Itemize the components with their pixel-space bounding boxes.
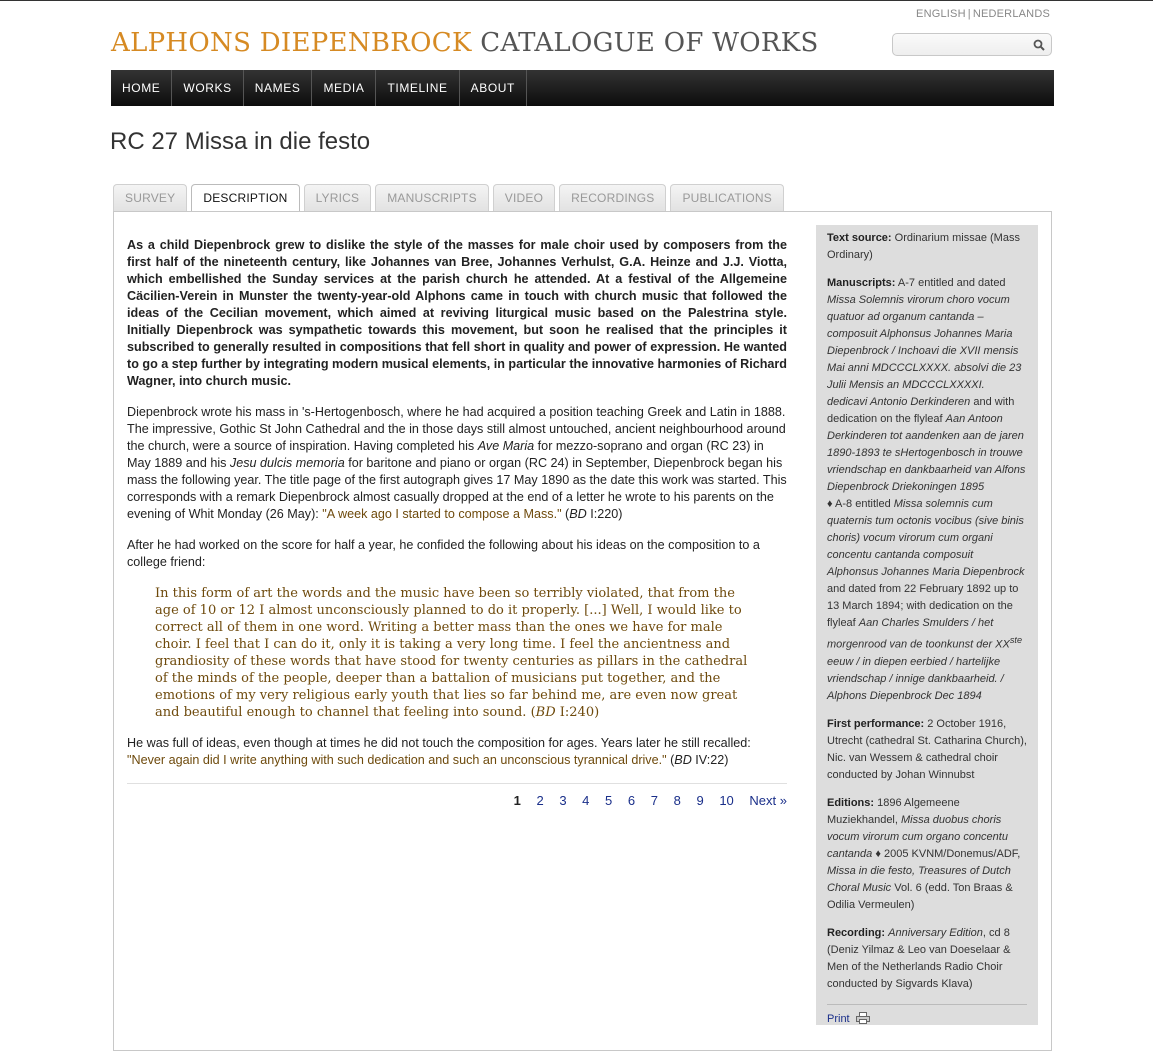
sidebar-divider	[827, 1004, 1027, 1005]
tab-survey[interactable]: SURVEY	[113, 184, 187, 211]
paragraph-2: Diepenbrock wrote his mass in 's-Hertogenbosch, where he had acquired a position teaching Greek and Latin in 1888. The impressive, Gothic St John Cathedral and the in those days still almost untouched, ancient neighbourhood around the church, were a source of inspiration. Having completed his Ave Maria for mezzo-soprano and organ (RC 23) in May 1889 and his Jesu dulcis memoria for baritone and piano or organ (RC 24) in September, Diepenbrock began his mass the following year. The title page of the first autograph gives 17 May 1890 as the date this work was started. This corresponds with a remark Diepenbrock almost casually dropped at the end of a letter he wrote to his parents on the evening of Whit Monday (26 May): "A week ago I started to compose a Mass." (BD I:220)	[127, 405, 787, 521]
language-switcher: ENGLISH | NEDERLANDS	[916, 8, 1050, 20]
search-icon[interactable]	[1033, 39, 1045, 51]
text-source: Text source: Ordinarium missae (Mass Ordinary)	[827, 232, 1020, 261]
logo-catalogue: CATALOGUE OF WORKS	[480, 28, 819, 58]
letter-quote: In this form of art the words and the music have been so terribly violated, that from the age of 10 or 12 I almost unconsciously planned to do it properly. [...] Well, I would like to correct all of them in one word. Writing a better mass than the ones we have for male choir. I feel that I can do it, only it is taking a very long time. I feel the ancientness and grandiosity of these words that have stood for twenty centuries as pillars in the cathedral of the minds of the people, deeper than a battalion of musicians put together, and the emotions of my very religious early youth that lies so far behind me, are even now great and beautiful enough to channel that feeling into sound. (BD I:240)	[155, 586, 748, 720]
page-title: RC 27 Missa in die festo	[110, 128, 371, 155]
nav-works[interactable]: WORKS	[172, 70, 243, 106]
page-current: 1	[513, 793, 521, 808]
intro-paragraph: As a child Diepenbrock grew to dislike the style of the masses for male choir used by composers from the first half of the nineteenth century, like Johannes van Bree, Johannes Verhulst, G.A. Heinze and J.J. Viotta, which embellished the Sunday services at the parish church he attended. At a festival of the Allgemeine Cäcilien-Verein in Munster the twenty-year-old Alphons came in touch with church music that followed the ideas of the Cecilian movement, which aimed at reviving liturgical music based on the Palestrina style. Initially Diepenbrock was sympathetic towards this movement, but soon he realised that the principles it subscribed to generally resulted in compositions that fell short in quality and power of expression. He wanted to go a step further by integrating modern musical elements, in particular the innovative harmonies of Richard Wagner, into church music.	[127, 238, 787, 388]
tab-manuscripts[interactable]: MANUSCRIPTS	[375, 184, 489, 211]
paragraph-4: He was full of ideas, even though at times he did not touch the composition for ages. Years later he still recalled: "Never again did I write anything with such dedication and such an unconscious tyrannical drive." (BD IV:22)	[127, 736, 751, 767]
nav-names[interactable]: NAMES	[244, 70, 313, 106]
tab-bar	[113, 184, 788, 212]
nav-timeline[interactable]: TIMELINE	[376, 70, 459, 106]
page-link-7[interactable]: 7	[650, 793, 658, 808]
nav-about[interactable]: ABOUT	[460, 70, 527, 106]
page-link-4[interactable]: 4	[582, 793, 590, 808]
lang-english-link[interactable]: ENGLISH	[916, 8, 966, 20]
manuscripts-info: Manuscripts: A-7 entitled and dated Missa Solemnis virorum choro vocum quatuor ad organum cantanda – composuit Alphonsus Johannes Maria Diepenbrock / Inchoavi die XVII mensis Mai anni MDCCCLXXXX. absolvi die 23 Julii Mensis an MDCCCLXXXXI. dedicavi Antonio Derkinderen and with dedication on the flyleaf Aan Antoon Derkinderen tot aandenken aan de jaren 1890-1893 te sHertogenbosch in trouwe vriendschap en dankbaarheid van Alfons Diepenbrock Driekoningen 1895 ♦ A-8 entitled Missa solemnis cum quaternis tum octonis vocibus (sive binis choris) vocum virorum cum organi concentu cantanda composuit Alphonsus Johannes Maria Diepenbrock and dated from 22 February 1892 up to 13 March 1894; with dedication on the flyleaf Aan Charles Smulders / het morgenrood van de toonkunst der XXste eeuw / in diepen eerbied / hartelijke vriendschap / innige dankbaarheid. / Alphons Diepenbrock Dec 1894	[827, 277, 1026, 702]
tab-recordings[interactable]: RECORDINGS	[559, 184, 666, 211]
description-text	[127, 237, 787, 809]
next-page-link[interactable]: Next »	[749, 793, 787, 808]
tab-video[interactable]: VIDEO	[493, 184, 555, 211]
paragraph-3: After he had worked on the score for half a year, he confided the following about his ideas on the composition to a college friend:	[127, 538, 760, 569]
quote-inline-2: "Never again did I write anything with such dedication and such an unconscious tyrannical drive."	[127, 753, 667, 767]
tab-lyrics[interactable]: LYRICS	[304, 184, 372, 211]
page-link-6[interactable]: 6	[627, 793, 636, 808]
page-link-2[interactable]: 2	[536, 793, 544, 808]
search-input[interactable]	[899, 34, 1033, 56]
lang-dutch-link[interactable]: NEDERLANDS	[972, 8, 1050, 20]
page-link-5[interactable]: 5	[605, 793, 613, 808]
page-link-8[interactable]: 8	[673, 793, 681, 808]
tab-description[interactable]: DESCRIPTION	[191, 184, 299, 212]
print-link[interactable]: Print	[827, 1012, 850, 1025]
pagination	[127, 783, 787, 809]
site-logo[interactable]	[111, 28, 819, 58]
logo-name: ALPHONS DIEPENBROCK	[111, 28, 472, 58]
work-details-sidebar	[816, 225, 1038, 1025]
print-control	[827, 1011, 1027, 1028]
printer-icon[interactable]	[856, 1012, 870, 1024]
main-navigation	[111, 70, 1054, 106]
search-box	[892, 33, 1052, 56]
first-performance: First performance: 2 October 1916, Utrecht (cathedral St. Catharina Church), Nic. van Wessem & cathedral choir conducted by Johan Winnubst	[827, 717, 1027, 781]
tab-publications[interactable]: PUBLICATIONS	[670, 184, 784, 211]
page-link-3[interactable]: 3	[559, 793, 567, 808]
nav-media[interactable]: MEDIA	[312, 70, 376, 106]
editions-info: Editions: 1896 Algemeene Muziekhandel, Missa duobus choris vocum virorum cum organo concentu cantanda ♦ 2005 KVNM/Donemus/ADF, Missa in die festo, Treasures of Dutch Choral Music Vol. 6 (edd. Ton Braas & Odilia Vermeulen)	[827, 796, 1021, 911]
page-link-9[interactable]: 9	[696, 793, 704, 808]
recording-info: Recording: Anniversary Edition, cd 8 (Deniz Yilmaz & Leo van Doeselaar & Men of the Netherlands Radio Choir conducted by Sigvards Klava)	[827, 926, 1011, 990]
page-link-10[interactable]: 10	[719, 793, 734, 808]
quote-inline: "A week ago I started to compose a Mass."	[322, 507, 562, 521]
nav-home[interactable]: HOME	[111, 70, 172, 106]
